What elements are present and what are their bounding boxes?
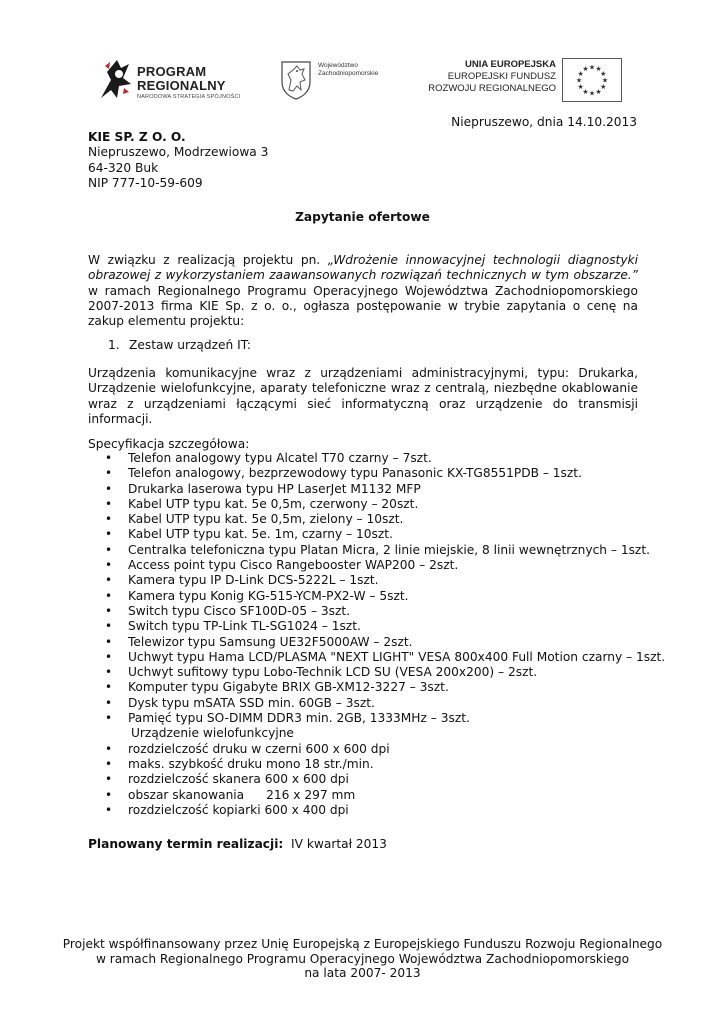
list-item: • Switch typu TP-Link TL-SG1024 – 1szt. (88, 619, 665, 634)
eu-star-icon: ★ (600, 70, 607, 78)
document-date: Niepruszewo, dnia 14.10.2013 (451, 115, 637, 129)
eu-logo (426, 58, 622, 102)
eu-star-icon: ★ (582, 87, 589, 96)
footer-line2: w ramach Regionalnego Programu Operacyjnego Województwa Zachodniopomorskiego (95, 951, 630, 966)
list-item: • Kabel UTP typu kat. 5e. 1m, czarny – 10szt. (88, 527, 665, 542)
section-heading (108, 338, 251, 352)
footer (0, 937, 725, 981)
eu-star-icon: ★ (588, 89, 596, 98)
list-item: • Kamera typu Konig KG-515-YCM-PX2-W – 5szt. (88, 589, 665, 604)
list-item: • Uchwyt typu Hama LCD/PLASMA "NEXT LIGHT" VESA 800x400 Full Motion czarny – 1szt. (88, 650, 665, 665)
company-name: KIE SP. Z O. O. (88, 130, 186, 144)
eu-flag (562, 58, 622, 102)
list-item: • Centralka telefoniczna typu Platan Micra, 2 linie miejskie, 8 linii wewnętrznych – 1szt. (88, 543, 665, 558)
intro-paragraph (88, 253, 638, 329)
spec-heading: Specyfikacja szczegółowa: (88, 437, 250, 451)
eu-star-icon: ★ (575, 76, 583, 85)
spec-subheading (88, 726, 665, 741)
document-title: Zapytanie ofertowe (295, 210, 430, 224)
list-item: • Access point typu Cisco Rangebooster WAP200 – 2szt. (88, 558, 665, 573)
footer-line3: na lata 2007- 2013 (304, 966, 421, 981)
section-number: 1. (108, 338, 120, 352)
eu-stars-icon (563, 59, 621, 101)
intro-part1: W związku z realizacją projektu pn. (88, 253, 328, 267)
eu-star-icon: ★ (595, 65, 602, 74)
list-item: • rozdzielczość kopiarki 600 x 400 dpi (88, 803, 665, 818)
company-postal: 64-320 Buk (88, 160, 159, 175)
list-item: • Telewizor typu Samsung UE32F5000AW – 2szt. (88, 635, 665, 650)
eu-star-icon: ★ (601, 76, 609, 85)
program-logo-line3: NARODOWA STRATEGIA SPÓJNOŚCI (137, 94, 241, 100)
wojewodztwo-logo (280, 60, 400, 102)
eu-logo-line1: UNIA EUROPEJSKA (465, 59, 556, 70)
eu-star-icon: ★ (595, 87, 602, 96)
program-logo-line2: REGIONALNY (137, 78, 226, 93)
list-item: • rozdzielczość druku w czerni 600 x 600 dpi (88, 742, 665, 757)
list-item: • Dysk typu mSATA SSD min. 60GB – 3szt. (88, 696, 665, 711)
term-label: Planowany termin realizacji: (88, 837, 284, 851)
program-logo-line1: PROGRAM (137, 64, 207, 79)
eu-star-icon: ★ (582, 65, 589, 74)
description-paragraph: Urządzenia komunikacyjne wraz z urządzeniami administracyjnymi, typu: Drukarka, Urządzenie wielofunkcyjne, aparaty telefoniczne wraz z centralą, niezbędne okablowanie wraz z urządzeniami łączącymi sieć informatyczną oraz urządzenie do transmisji informacji. (88, 366, 638, 426)
spec-list (88, 451, 665, 818)
planned-term (88, 837, 387, 852)
program-regionalny-logo (97, 52, 257, 104)
list-item (88, 788, 665, 803)
list-item: • Kabel UTP typu kat. 5e 0,5m, czerwony – 20szt. (88, 497, 665, 512)
eu-logo-text (428, 59, 556, 95)
company-address: Niepruszewo, Modrzewiowa 3 (88, 145, 269, 160)
eu-star-icon: ★ (577, 83, 584, 91)
eu-star-icon: ★ (600, 83, 607, 91)
footer-line1: Projekt współfinansowany przez Unię Europejską z Europejskiego Funduszu Rozwoju Regionalnego (62, 937, 663, 951)
wojewodztwo-text (318, 62, 378, 78)
spec-subheading-text: Urządzenie wielofunkcyjne (131, 726, 294, 741)
list-item: • Telefon analogowy, bezprzewodowy typu Panasonic KX-TG8551PDB – 1szt. (88, 466, 665, 481)
wojewodztwo-line1: Województwo (318, 62, 358, 69)
project-name: „Wdrożenie innowacyjnej technologii diagnostyki obrazowej z wykorzystaniem zaawansowanych rozwiązań technicznych w tym obszarze.” (88, 253, 638, 283)
list-item: • Pamięć typu SO-DIMM DDR3 min. 2GB, 1333MHz – 3szt. (88, 711, 665, 726)
scan-area-value: 216 x 297 mm (266, 787, 356, 802)
term-value: IV kwartał 2013 (291, 837, 387, 851)
company-block (88, 130, 268, 191)
wojewodztwo-line2: Zachodniopomorskie (318, 70, 379, 77)
list-item: • Telefon analogowy typu Alcatel T70 czarny – 7szt. (88, 451, 665, 466)
list-item: • rozdzielczość skanera 600 x 600 dpi (88, 772, 665, 787)
list-item: • maks. szybkość druku mono 18 str./min. (88, 757, 665, 772)
griffin-coat-of-arms-icon (280, 60, 312, 100)
list-item: • Komputer typu Gigabyte BRIX GB-XM12-3227 – 3szt. (88, 680, 665, 695)
intro-part2: w ramach Regionalnego Programu Operacyjnego Województwa Zachodniopomorskiego 2007-2013 firma KIE Sp. z o. o., ogłasza postępowanie w trybie zapytania o cenę na zakup elementu projektu: (88, 283, 638, 329)
list-item: • Uchwyt sufitowy typu Lobo-Technik LCD SU (VESA 200x200) – 2szt. (88, 665, 665, 680)
eu-logo-line2: EUROPEJSKI FUNDUSZ (447, 71, 556, 82)
eu-star-icon: ★ (588, 63, 596, 72)
program-regionalny-emblem-icon (97, 54, 133, 102)
list-item: • Switch typu Cisco SF100D-05 – 3szt. (88, 604, 665, 619)
company-nip: NIP 777-10-59-609 (88, 175, 203, 190)
scan-area-label: obszar skanowania (128, 787, 245, 802)
eu-star-icon: ★ (577, 70, 584, 78)
section-label: Zestaw urządzeń IT: (129, 338, 251, 352)
eu-logo-line3: ROZWOJU REGIONALNEGO (428, 83, 556, 94)
list-item: • Drukarka laserowa typu HP LaserJet M1132 MFP (88, 482, 665, 497)
list-item: • Kabel UTP typu kat. 5e 0,5m, zielony – 10szt. (88, 512, 665, 527)
list-item: • Kamera typu IP D-Link DCS-5222L – 1szt. (88, 573, 665, 588)
